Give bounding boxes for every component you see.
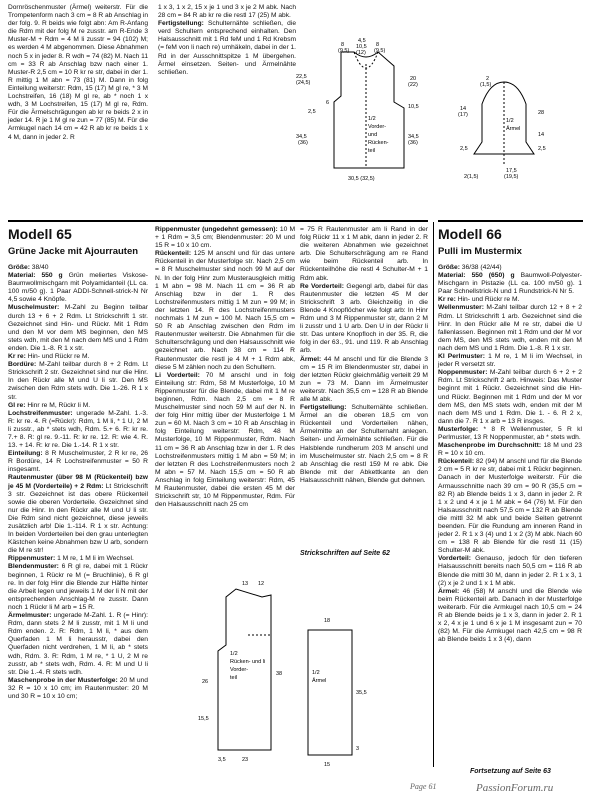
m66-l9: Vorderteil: [438, 555, 471, 563]
bl-inner-3: teil [230, 675, 238, 681]
br-inner-1: Ärmel [312, 678, 327, 684]
m66-p6 [438, 426, 582, 442]
m65c2-p1 [155, 250, 295, 371]
m66-l7: Maschenprobe im Durchschnitt: [438, 442, 542, 450]
top-label-3: 10,5 [356, 44, 367, 50]
model65-heading: Modell 65 [8, 226, 72, 242]
bl-bottom: 23 [242, 757, 249, 763]
inner-label-3: Rücken- [368, 140, 389, 146]
left-label-3: 6 [326, 100, 330, 106]
m65c3-l2: Ärmel: [300, 355, 322, 363]
m66-p10 [438, 588, 582, 645]
m66-p9 [438, 555, 582, 587]
m66-t9: Genauso, jedoch für den tieferen Halsausschnitt bereits nach 50,5 cm = 116 R ab Blende die mittl 30 M, dann in jeder 2. R 1 x 3, 1 (2) x je 2 und 1 x 1 M abk. [438, 555, 582, 587]
left-label-5: (36) [298, 140, 308, 146]
m66-l3: Wellenmuster: [438, 304, 484, 312]
right-label-2: 10,5 [408, 104, 419, 110]
top-col2-label: Fertigstellung: [158, 20, 204, 28]
rule-model66 [438, 220, 583, 222]
m65c2-l1: Rückenteil: [155, 250, 192, 258]
bl-top-1: 12 [258, 581, 265, 587]
br-right-0: 35,5 [356, 690, 367, 696]
top-label-4: (12) [356, 50, 366, 56]
bl-small: 3,5 [218, 757, 226, 763]
inner-label-1: Vorder- [368, 124, 387, 130]
m66-l6: Musterfolge: [438, 425, 479, 433]
inner-label-2: und [368, 132, 378, 138]
m65c1-p1 [8, 272, 148, 304]
diagram-front-back [296, 38, 426, 188]
m65c1-p9 [8, 555, 148, 563]
m65c1-l10: Blendenmuster: [8, 563, 59, 571]
m65c2-t1: 125 M anschl und für das untere Rückenteil in der Musterfolge str. Nach 2,5 cm = 8 R Muschelmuster sind noch 99 M auf der N. In der folg Hinr zum Musterausgleich mittig 1 M abn = 98 M. Nach 11 cm = 36 R ab Anschlag bzw in der 1. R des Lochstreifenmusters mittig 1 M zun = 99 M; in der letzten 14. R des Lochstreifenmusters nochmals 1 M zun = 100 M. Nach 15,5 cm = 50 R ab Anschlag zwischen den Rdm im Rautenmuster weiterstr. Die Abnahmen für die Schulterschrägung und den Halsausschnitt wie gezeichnet arb. Nach 38 cm = 114 R Rautenmuster die restl je 4 M + 1 Rdm abk, diese 5 M zählen noch zu den Schultern. [155, 250, 296, 371]
m65c1-p3 [8, 353, 148, 361]
top-col2-lead: 1 x 3, 1 x 2, 15 x je 1 und 3 x je 2 M abk. Nach 28 cm = 84 R ab kr re die restl 17 (25) M abk. [158, 4, 296, 20]
inner-label-4: teil [368, 148, 376, 154]
br-inner-0: 1/2 [312, 670, 320, 676]
m65c2-p0 [155, 226, 295, 250]
m66-t0: 36/38 (42/44) [461, 264, 502, 271]
top-label-6: (9,5) [374, 48, 386, 54]
bottom-right-outline [308, 630, 352, 755]
m65c2-p2 [155, 372, 295, 510]
m65c2-t2: 70 M anschl und in folg Einteilung str: Rdm, 58 M Musterfolge, 10 M Rippenmuster für die Blende, dabei mit 1 M re beginnen, Rdm. Nach 2,5 cm = 8 R Muschelmuster sind noch 59 M auf der N. In der folg Hinr mittig über der Musterfolge 1 M zun = 60 M. Nach 3 cm = 10 R ab Anschlag in folg Einteilung weiterstr: Rdm, 48 M Musterfolge, 10 M Rippenmuster, Rdm. Nach 11 cm = 36 R ab Anschlag bzw in der 1. R des Lochstreifenmusters mittig 1 M abn = 59 M; in der letzten R des Lochstreifenmusters noch 2 M abn = 57 M. Nach 15,5 cm = 50 R ab Anschlag in folg Einteilung weiterstr: Rdm, 45 M Rautenmuster, dabei die ersten 45 M der Strickschrift str, 10 M Rippenmuster, Rdm. Für den Halsausschnitt nach 25 cm [155, 371, 296, 509]
sleeve-top-bottom-0: 17,5 [506, 168, 517, 174]
m65c1-p11 [8, 612, 148, 677]
m66-p1 [438, 272, 582, 296]
model65-col3 [300, 226, 428, 485]
m65c1-t8: Lt Strickschrift 3 str. Gezeichnet ist das obere Rückenteil sowie die oberen Vorderteile. Gezeichnet sind nur die Hinr. In den Rückr alle M und U li str. Die Rdm sind nicht gezeichnet, diese jeweils zusätzlich arb! Die 1.-114. R 1 x str. Achtung: In beiden Vorderteilen bei den grau unterlegten Kästchen keine Abnahmen bzw U arb, sondern die M re str! [8, 482, 149, 555]
m65c1-l11: Ärmelmuster: [8, 612, 52, 620]
top-col1 [8, 4, 148, 142]
m65c2-t0: 10 M + 1 Rdm = 3,5 cm; Blendenmuster: 20 M und 15 R = 10 x 10 cm. [155, 226, 296, 250]
sleeve-top-label-2: 14 [460, 106, 467, 112]
m65c1-p6 [8, 410, 148, 450]
m65c1-t7: 8 R Muschelmuster, 2 R kr re, 26 R Bordüre, 14 R Lochstreifenmuster = 50 R insgesamt. [8, 450, 149, 474]
m65c3-l1: Re Vorderteil: [300, 282, 344, 290]
m65c1-p2 [8, 304, 148, 353]
br-bottom-0: 15 [324, 762, 331, 768]
right-label-0: 20 [410, 76, 417, 82]
m65c1-l4: Bordüre: [8, 361, 37, 369]
sleeve-top-label-1: (1,5) [480, 82, 492, 88]
model65-subtitle: Grüne Jacke mit Ajourrauten [8, 246, 139, 257]
m65c3-p3 [300, 404, 428, 485]
m65c1-t0: 38/40 [31, 264, 49, 271]
diagram-bottom-left [196, 575, 286, 765]
m66-t3: M-Zahl teilbar durch 12 + 8 + 2 Rdm. Lt Strickschrift 1 arb. Gezeichnet sind die Hinr. In den Rückr alle M re str, dabei die U fallenlassen. Beginnen mit 1 Rdm und der M vor dem MS, den MS stets wdh, enden mit den M nach dem MS und 1 Rdm. Die 1.-8. R 1 x str. [438, 304, 582, 352]
top-label-0: 8 [341, 42, 345, 48]
m65c1-l2: Muschelmuster: [8, 304, 60, 312]
m65c3-l3: Fertigstellung: [300, 404, 347, 412]
m66-l5: Noppenmuster: [438, 369, 488, 377]
m66-l2: Kr re: [438, 296, 456, 304]
m65c1-l3: Kr re: [8, 353, 26, 361]
m65c1-p12 [8, 677, 148, 701]
m65c2-l2: Li Vorderteil: [155, 371, 200, 379]
m65c1-l5: Gl re: [8, 401, 26, 409]
sleeve-top-right-0: 28 [538, 110, 545, 116]
m66-t6: * 8 R Wellenmuster, 5 R kl Perlmuster, 13 R Noppenmuster, ab * stets wdh. [438, 425, 583, 441]
left-label-4: 34,5 [296, 134, 307, 140]
m65c3-p1 [300, 283, 428, 356]
br-bottom-1: 3 [356, 746, 360, 752]
sleeve-top-inner-0: 1/2 [506, 118, 514, 124]
m65c1-t1: Grün meliertes Viskose-Baumwollmischgarn mit Polyamidanteil (LL ca. 100 m/50 g). 1 Paar ADDI-Schnell-strick-N Nr 4,5 sowie 4 Knöpfe. [8, 272, 149, 304]
top-col2 [158, 4, 296, 77]
sleeve-top-right-2: 2,5 [538, 146, 546, 152]
m65c1-t12: 20 M und 32 R = 10 x 10 cm; im Rautenmuster: 20 M und 30 R = 10 x 10 cm; [8, 676, 148, 700]
model65-col1 [8, 264, 148, 701]
m65c1-t6: ungerade M-Zahl. 1.-3. R: kr re. 4. R (=Rückr): Rdm, 1 M li, * 1 U, 2 M li zusstr., ab * stets wdh, Rdm. 5.+ 6. R: kr re. 7.+ 8. R: gl re. 9.-11. R: kr re. 12. R: wie 4. R. 13. + 14. R: kr re. Die 1.-14. R 1 x str. [8, 409, 148, 450]
model65-col2 [155, 226, 295, 509]
m65c1-p8 [8, 474, 148, 555]
sleeve-top-right-1: 14 [538, 132, 545, 138]
m65c1-l1: Material: 550 g [8, 272, 63, 280]
footer-site: PassionForum.ru [476, 782, 554, 794]
bl-left-1: 15,5 [198, 716, 209, 722]
bl-inner-0: 1/2 [230, 651, 238, 657]
diagram-sleeve-top [442, 70, 582, 185]
m65c1-l7: Einteilung: [8, 450, 43, 458]
m65c1-p10 [8, 563, 148, 612]
top-label-2: 4,5 [358, 38, 366, 44]
m66-t8: 82 (94) M anschl und für die Blende 2 cm = 5 R kr re str, dabei mit 1 Rückr beginnen. Danach in der Musterfolge weiterstr. Für die Armausschnitte nach 39 cm = 90 R (35,5 cm = 82 R) ab Blende beids 1 x 3, dann in jeder 2. R 1 x 2 und 4 x je 1 M abk = 64 (76) M. Für den Halsausschnitt nach 57,5 cm = 132 R ab Blende die mittl 32 M abk und beide Seiten getrennt beenden. Für die Rundung am inneren Rand in jeder 2. R 1 x 3 (4) und 1 x 2 (3) M abk. Nach 60 cm = 138 R ab Blende für die restl 11 (15) Schulter-M abk. [438, 458, 583, 555]
right-label-4: (36) [408, 140, 418, 146]
bl-top-0: 13 [242, 581, 249, 587]
m65c1-t2: M-Zahl zu Beginn teilbar durch 13 + 6 + 2 Rdm. Lt Strickschrift 1 str. Gezeichnet sind Hin- und Rückr. Mit 1 Rdm und den M vor dem MS beginnen, den MS stets wdh, mit den M nach dem MS und 1 Rdm enden. Die 1.-8. R 1 x str. [8, 304, 149, 352]
top-label-1: (9,5) [338, 48, 350, 54]
m66-p2 [438, 296, 582, 304]
m65c1-l0: Größe: [8, 264, 30, 271]
m65c3-t2: 44 M anschl und für die Blende 3 cm = 15 R im Blendenmuster str, dabei in der letzten Rückr gleichmäßig verteilt 29 M zun = 73 M. Dann im Ärmelmuster weiterstr. Nach 35,5 cm = 128 R ab Blende alle M abk. [300, 355, 429, 403]
left-label-2: 2,5 [308, 109, 316, 115]
top-col2-finishing [158, 20, 296, 77]
m65c1-t3: Hin- und Rückr re M. [27, 353, 90, 361]
top-col2-rest: Schulternähte schließen, die verd Schultern entsprechend einhalten. Den Halsausschnitt mit 1 Rd feM und 1 Rd Krebsm (= feM von li nach re) umhäkeln, dabei in der 1. Rd in der Ausschnittspitze 1 M übergehen. Ärmel einsetzen. Seiten- und Ärmelnähte schließen. [158, 20, 296, 76]
diagram-bottom-right [292, 610, 377, 770]
m66-l8: Rückenteil: [438, 458, 475, 466]
top-label-5: 8 [376, 42, 380, 48]
rule-model65 [8, 220, 428, 222]
bl-right-0: 38 [276, 671, 283, 677]
m66-p5 [438, 369, 582, 426]
m65c3-p2 [300, 356, 428, 405]
m65c1-t11: ungerade M-Zahl. 1. R (= Hinr): Rdm, dann stets 2 M li zusstr, mit 1 M li und Rdm enden. 2. R: Rdm, 1 M li, * aus dem Querfaden 1 M li herausstr, dabei den Querfaden nicht verdrehen, 1 M li, ab * stets wdh, Rdm. 3. R: Rdm, 1 M re, * 1 U, 2 M re zusstr, ab * stets wdh, Rdm. 4. R: M und U li str. Die 1.-4. R stets wdh. [8, 612, 149, 676]
m65c1-l6: Lochstreifenmuster: [8, 409, 73, 417]
sleeve-top-label-0: 2 [486, 76, 490, 82]
left-label-1: (24,5) [296, 80, 311, 86]
m66-t7: 18 M und 23 R = 10 x 10 cm. [438, 442, 582, 458]
m66-l10: Ärmel: [438, 587, 460, 595]
m66-p0 [438, 264, 582, 272]
m65c1-l8: Rautenmuster (über 98 M (Rückenteil) bzw je 45 M (Vorderteile) + 2 Rdm: [8, 474, 148, 490]
m66-t10: 46 (58) M anschl und die Blende wie beim Rückenteil arb. Danach in der Musterfolge weiterarb. Für die Armkugel nach 10,5 cm = 24 R ab Blende beids je 1 x 3, dann in jeder 2. R 1 x 2, 4 x je 1 und 6 x je 1 M insgesamt zun = 70 (82) M. Für die Armkugel nach 42,5 cm = 98 R ab Blende beids 1 x 3 (4), dann [438, 587, 583, 644]
m65c1-p5 [8, 402, 148, 410]
top-col1-text: Dornröschenmuster (Ärmel) weiterstr. Für die Trompetenform nach 3 cm = 8 R ab Anschlag in der folg. 9. R beids wie folgt abn: Am R-Anfang die Rdm mit der folg M re zusstr. am R-Ende 3 Muster-M + Rdm = 4 M li zusstr = 94 (102) M; es werden 4 M abgenommen. Diese Abnahmen noch 5 x in jeder 8. R wdh = 74 (82) M. Nach 11 cm = 33 R ab Anschlag bzw nach einer 1. Muster-R 2,5 cm = 10 R kr re str, dabei in der 1. R mittig 1 M abn = 73 (81) M. Dann in folg Einteilung weiterstr: Rdm, 15 (17) M gl re, * 3 M Lochstreifen, 16 (18) M gl re, ab * noch 1 x wdh, 3 M Lochstreifen, 15 (17) M gl re, Rdm. Für die Ärmelschrägungen ab kr re beids 2 x in jeder 14. R je 1 M gl re zun = 77 (85) M. Für die Armkugel nach 14 cm = 42 R ab kr re beids 1 x 4 M, dann in jeder 2. R [8, 4, 148, 141]
footer-page: Page 61 [410, 782, 437, 791]
m65c1-t4: M-Zahl teilbar durch 8 + 2 Rdm. Lt Strickschrift 2 str. Gezeichnet sind nur die Hinr. In den Rückr alle M und U li str. Den MS zwischen den Rdm stets wdh. Die 1.-26. R 1 x str. [8, 361, 149, 401]
left-label-0: 22,5 [296, 74, 307, 80]
m65c1-p0 [8, 264, 148, 272]
m66-p3 [438, 304, 582, 353]
model66-col [438, 264, 582, 644]
right-label-1: (22) [408, 82, 418, 88]
m66-p7 [438, 442, 582, 458]
m65c1-p7 [8, 450, 148, 474]
model66-subtitle: Pulli im Mustermix [438, 246, 522, 257]
sleeve-top-bottom-1: (19,5) [504, 174, 519, 180]
m65c3-t1: Gegengl arb, dabei für das Rautenmuster die letzten 45 M der Strickschrift 3 arb. Gleichzeitig in die Blende 4 Knopflöcher wie folgt arb: In Hinr Rdm und 3 M Rippenmuster str, dann 2 M li zusstr und 1 U arb. Den U in der Rückr li str. Das untere Knopfloch in der 35. R, die folg in der 63., 91. und 119. R ab Anschlag arb. [300, 282, 428, 355]
model66-note: Fortsetzung auf Seite 63 [470, 768, 551, 775]
model66-heading: Modell 66 [438, 226, 502, 242]
right-label-3: 34,5 [408, 134, 419, 140]
bl-inner-1: Rücken- und li [230, 659, 266, 665]
m65c1-t5: Hinr re M, Rückr li M. [27, 401, 91, 409]
m66-p4 [438, 353, 582, 369]
bottom-label: 30,5 (32,5) [348, 176, 375, 182]
m66-t4: 1 M re, 1 M li im Wechsel, in jeder R versetzt str. [438, 353, 582, 369]
m66-p8 [438, 458, 582, 555]
m66-t2: Hin- und Rückr re M. [457, 296, 520, 304]
m66-t5: M-Zahl teilbar durch 6 + 2 + 2 Rdm. Lt Strickschrift 2 arb. Hinweis: Das Muster beginnt mit 1 Rückr. Gezeichnet sind die Hin- und Rückr. Beginnen mit 1 Rdm und der M vor dem MS, den MS stets wdh, enden mit der M nach dem MS und 1 Rdm. Die 1. - 6. R 2 x, dann die 7. R 1 x arb = 13 R insges. [438, 369, 582, 425]
bl-left-0: 26 [202, 679, 209, 685]
inner-label-0: 1/2 [368, 116, 376, 122]
m66-l1: Material: 550 (650) g [438, 272, 515, 280]
m65c3-t3: Schulternähte schließen. Ärmel an die oberen 18,5 cm von Rückenteil und Vorderteilen nähen, Ärmelmitte an der Schulternaht anlegen. Seiten- und Ärmelnähte schließen. Für die Halsblende rundherum 203 M anschl und im Muschelmuster str. Nach 2,5 cm = 8 R ab Anschlag die restl 159 M re abk. Die Blende mit der Abkettkante an den Halsausschnitt nähen, Blende gut dehnen. [300, 404, 429, 484]
m66-l4: Kl Perlmuster: [438, 353, 485, 361]
bl-inner-2: Vorder- [230, 667, 249, 673]
m65c1-t10: 6 R gl re, dabei mit 1 Rückr beginnen, 1 Rückr re M (= Bruchlinie), 6 R gl re. In der folg Hinr die Blende zur Hälfte hinter die Arbeit legen und jeweils 1 M der li N mit der entsprechenden Anschlag-M re zusstr. Dann noch 1 Rückr li M arb = 15 R. [8, 563, 149, 611]
br-top: 18 [324, 618, 331, 624]
m65c1-l9: Rippenmuster: [8, 555, 56, 563]
model65-note: Strickschriften auf Seite 62 [300, 550, 390, 557]
m65c2-l0: Rippenmuster (ungedehnt gemessen): [155, 226, 278, 233]
sleeve-top-bottom-2: 2(1,5) [464, 174, 479, 180]
m65c1-p4 [8, 361, 148, 401]
m66-l0: Größe: [438, 264, 460, 271]
sleeve-top-inner-1: Ärmel [506, 126, 521, 132]
m66-t1: Baumwoll-Polyester-Mischgarn in Pistazie (LL ca. 100 m/50 g). 1 Paar Schnellstrick-N und 1 Rundstrick-N Nr 5. [438, 272, 582, 296]
sleeve-top-label-3: (17) [458, 112, 468, 118]
vrule-model66 [433, 222, 434, 767]
m65c3-t0: = 75 R Rautenmuster am li Rand in der folg Rückr 11 x 1 M abk, dann in jeder 2. R die weiteren Abnahmen wie gezeichnet arb. Die Schulterschrägung am re Rand wie beim Rückenteil arb. In Rückenteilhöhe die restl 4 Schulter-M + 1 Rdm abk. [300, 226, 428, 282]
m65c1-t9: 1 M re, 1 M li im Wechsel. [57, 555, 134, 563]
sleeve-top-left-0: 2,5 [460, 146, 468, 152]
m65c3-p0 [300, 226, 428, 283]
m65c1-l12: Maschenprobe in der Musterfolge: [8, 676, 118, 684]
